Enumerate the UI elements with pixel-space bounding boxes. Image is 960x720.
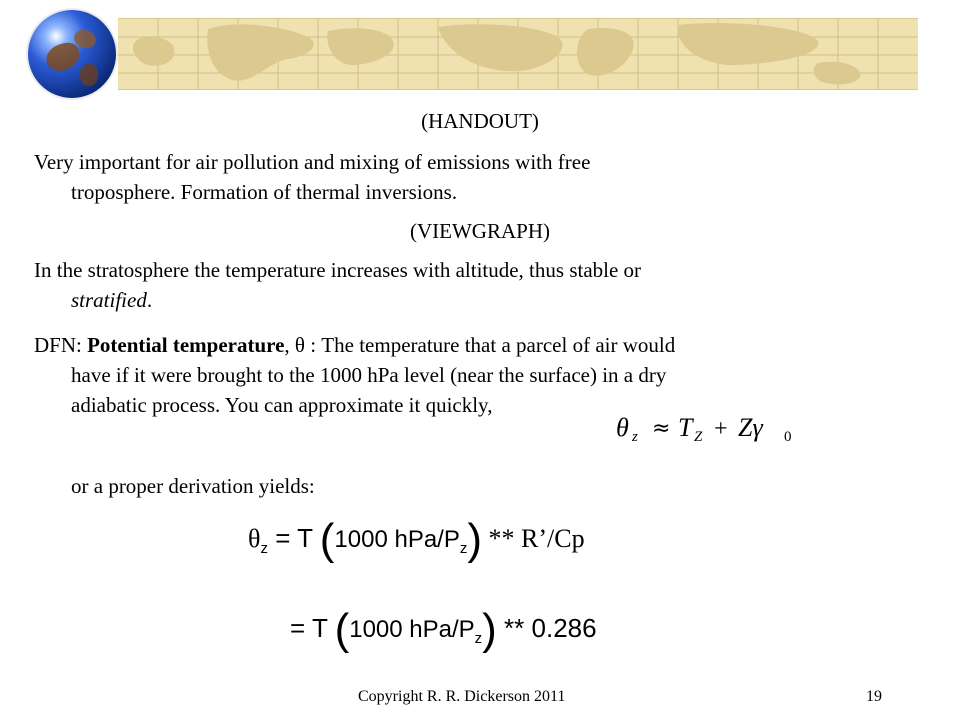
paragraph-line: Very important for air pollution and mixing of emissions with free (34, 150, 591, 174)
open-paren: ( (319, 515, 335, 565)
eq1-sub: z (260, 540, 268, 558)
dfn-term: Potential temperature (87, 333, 285, 357)
equation-1 (248, 515, 585, 565)
eq2-inner: 1000 hPa/P (349, 616, 475, 643)
svg-text:+: + (714, 416, 728, 442)
close-paren: ) (467, 515, 483, 565)
open-paren: ( (334, 605, 350, 655)
eq2-inner-sub: z (474, 630, 483, 648)
paragraph-line: troposphere. Formation of thermal inversions. (71, 180, 458, 204)
derivation-intro: or a proper derivation yields: (71, 474, 315, 498)
viewgraph-label: (VIEWGRAPH) (410, 219, 550, 243)
svg-text:Zγ: Zγ (738, 413, 763, 442)
dfn-text: , θ : The temperature that a parcel of air would (284, 333, 676, 357)
svg-text:0: 0 (784, 429, 792, 444)
eq2-prefix: = T (290, 613, 335, 643)
eq1-inner-sub: z (459, 540, 468, 558)
theta-symbol: θ (248, 524, 261, 553)
period: . (146, 288, 153, 312)
eq2-tail: ** 0.286 (496, 613, 597, 643)
equation-2 (290, 605, 597, 655)
approx-formula (614, 410, 814, 444)
handout-label: (HANDOUT) (421, 109, 539, 133)
paragraph-line (71, 288, 152, 312)
paragraph-line: In the stratosphere the temperature increases with altitude, thus stable or (34, 258, 642, 282)
close-paren: ) (482, 605, 497, 655)
italic-term: stratified (71, 288, 147, 312)
dfn-label: DFN: (34, 333, 88, 357)
svg-text:θ: θ (616, 413, 629, 442)
eq1-mid: = T (267, 523, 320, 553)
definition-line: have if it were brought to the 1000 hPa level (near the surface) in a dry (71, 363, 667, 387)
eq1-inner: 1000 hPa/P (334, 526, 460, 553)
definition-line (34, 333, 675, 357)
svg-text:Z: Z (694, 429, 703, 444)
svg-text:T: T (678, 413, 693, 442)
definition-line: adiabatic process. You can approximate it quickly, (71, 393, 493, 417)
svg-text:≈: ≈ (652, 416, 671, 441)
svg-text:z: z (632, 429, 638, 444)
page-number: 19 (866, 688, 882, 705)
eq1-tail: ** R’/Cp (482, 524, 585, 553)
copyright-footer: Copyright R. R. Dickerson 2011 (358, 688, 566, 705)
